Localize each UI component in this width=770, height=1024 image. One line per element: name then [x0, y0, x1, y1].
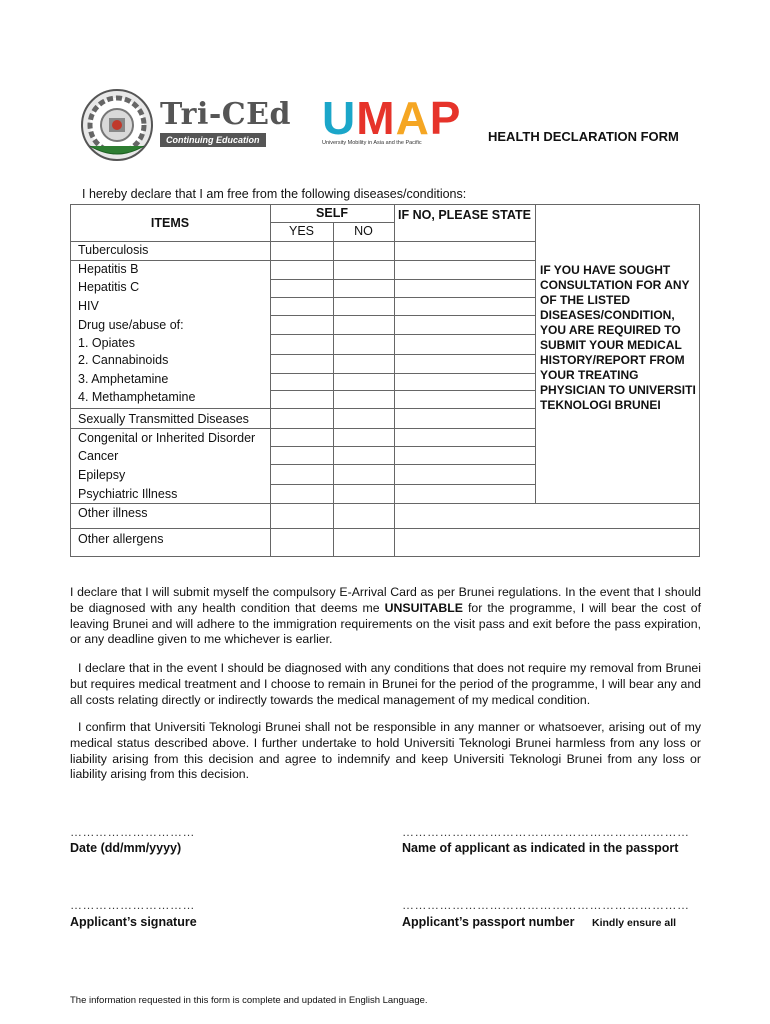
col-header-items: ITEMS [150, 216, 190, 230]
name-line[interactable]: …………………………………………………………… [402, 825, 690, 839]
tri-ced-logo [160, 97, 292, 147]
date-label: Date (dd/mm/yyyy) [70, 841, 182, 855]
row-psychiatric: Psychiatric Illness [78, 487, 178, 501]
umap-letter-a: A [395, 92, 430, 144]
tri-ced-seal-logo [80, 88, 154, 162]
umap-logo [322, 92, 462, 146]
unsuitable-emphasis: UNSUITABLE [384, 600, 463, 615]
umap-tagline: University Mobility in Asia and the Pacific [322, 140, 422, 146]
tri-ced-subtitle: Continuing Education [160, 133, 266, 147]
footer-note: The information requested in this form is complete and updated in English Language. [70, 995, 428, 1006]
row-methamphetamine: 4. Methamphetamine [78, 390, 196, 404]
row-hepatitis-c: Hepatitis C [78, 280, 140, 294]
signature-line[interactable]: ………………………… [70, 898, 195, 912]
row-cannabinoids: 2. Cannabinoids [78, 353, 169, 367]
row-opiates: 1. Opiates [78, 336, 135, 350]
signature-label: Applicant’s signature [70, 915, 197, 929]
col-header-state: IF NO, PLEASE STATE [398, 208, 531, 222]
intro-text: I hereby declare that I am free from the following diseases/conditions: [82, 187, 467, 201]
tri-ced-title: Tri-CEd [160, 97, 292, 132]
col-header-yes: YES [288, 224, 314, 238]
row-other-allergens: Other allergens [78, 532, 164, 546]
kindly-ensure-note: Kindly ensure all [592, 917, 677, 929]
row-drug-use: Drug use/abuse of: [78, 318, 184, 332]
passport-line[interactable]: …………………………………………………………… [402, 898, 690, 912]
declaration-paragraph-1: I declare that I will submit myself the compulsory E-Arrival Card as per Brunei regulations. In the event that I should be diagnosed with any health condition that deems me UNSUITABLE for the programme, I will bear the cost of leaving Brunei and will adhere to the immigration requirements on the visit pass and exit before the pass expiration, or any deadline given to me whichever is earlier. [70, 585, 701, 647]
col-header-self: SELF [316, 206, 348, 220]
row-congenital: Congenital or Inherited Disorder [78, 431, 256, 445]
row-hepatitis-b: Hepatitis B [78, 262, 139, 276]
row-std: Sexually Transmitted Diseases [78, 412, 249, 426]
declaration-table [70, 204, 700, 557]
row-epilepsy: Epilepsy [78, 468, 126, 482]
row-cancer: Cancer [78, 449, 119, 463]
row-hiv: HIV [78, 299, 99, 313]
consultation-note: IF YOU HAVE SOUGHT CONSULTATION FOR ANY OF THE LISTED DISEASES/CONDITION, YOU ARE REQUIRED TO SUBMIT YOUR MEDICAL HISTORY/REPORT FROM YOUR TREATING PHYSICIAN TO UNIVERSITI TEKNOLOGI BRUNEI [540, 263, 696, 412]
passport-label: Applicant’s passport number [402, 915, 575, 929]
declaration-paragraph-3: I confirm that Universiti Teknologi Brunei shall not be responsible in any manner or whatsoever, arising out of my medical status described above. I further undertake to hold Universiti Teknologi Brunei harmless from any loss or liability arising from this decision and agree to indemnify and keep Universiti Teknologi Brunei from any loss or liability arising from this decision. [70, 720, 701, 782]
name-label: Name of applicant as indicated in the passport [402, 841, 679, 855]
row-other-illness: Other illness [78, 506, 148, 520]
declaration-paragraph-2: I declare that in the event I should be diagnosed with any conditions that does not require my removal from Brunei but requires medical treatment and I choose to remain in Brunei for the period of the programme, I will bear any and all costs relating directly or indirectly towards the medical management of my medical condition. [70, 661, 701, 707]
form-title: HEALTH DECLARATION FORM [488, 129, 679, 144]
row-amphetamine: 3. Amphetamine [78, 372, 169, 386]
umap-letter-u: U [322, 92, 357, 144]
umap-letter-m: M [356, 92, 396, 144]
col-header-no: NO [354, 224, 373, 238]
row-tuberculosis: Tuberculosis [78, 243, 149, 257]
umap-letter-p: P [429, 92, 462, 144]
date-line[interactable]: ………………………… [70, 825, 195, 839]
